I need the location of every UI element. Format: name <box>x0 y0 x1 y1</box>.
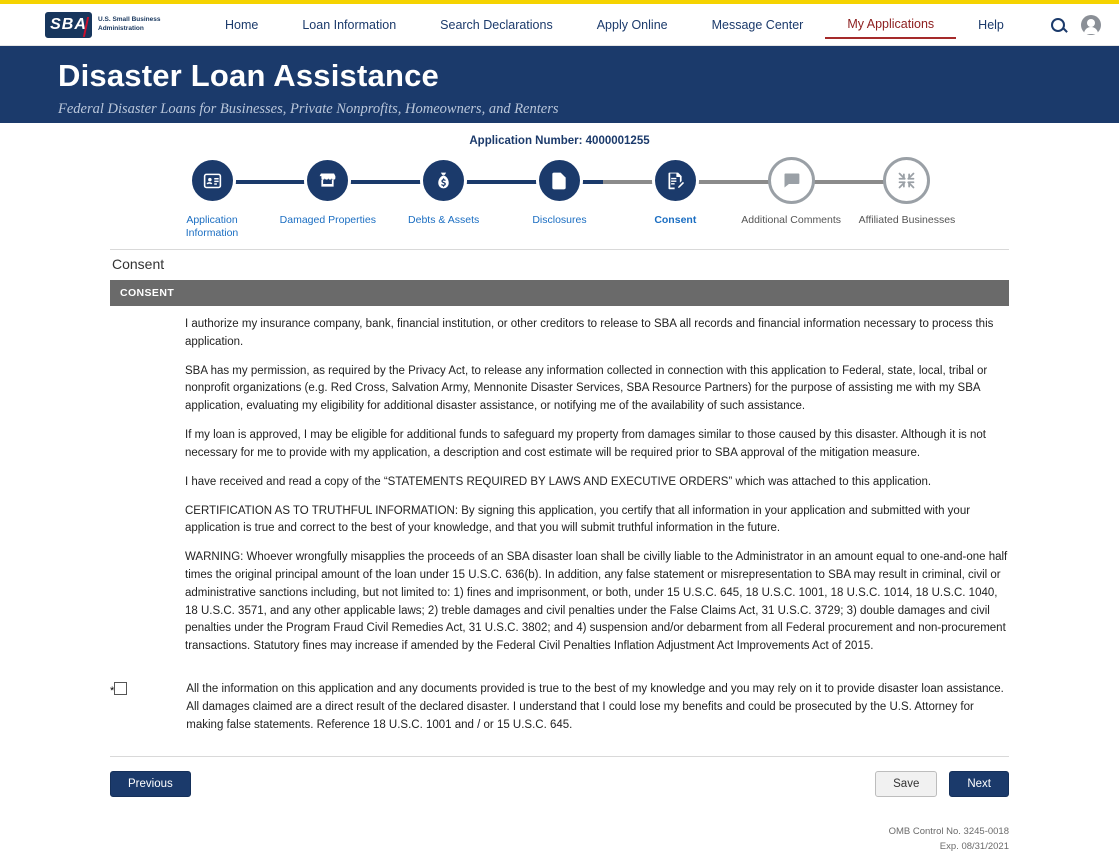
main-content <box>0 249 1119 797</box>
previous-button[interactable]: Previous <box>110 771 191 797</box>
consent-paragraph-5: CERTIFICATION AS TO TRUTHFUL INFORMATION: By signing this application, you certify that all information in your application and submitted with your application is true and correct to the best of your knowledge, and that you will submit truthful information in the future. <box>185 504 971 535</box>
signature-icon <box>652 157 699 204</box>
consent-paragraph-4: I have received and read a copy of the “STATEMENTS REQUIRED BY LAWS AND EXECUTIVE ORDERS” which was attached to this application. <box>185 475 932 488</box>
omb-control-number: OMB Control No. 3245-0018 <box>888 826 1009 838</box>
omb-expiration: Exp. 08/31/2021 <box>939 840 1009 852</box>
nav-links <box>203 11 1051 39</box>
sba-logo[interactable] <box>45 12 175 38</box>
sba-logo-wordmark-line1: U.S. Small Business <box>98 16 161 24</box>
hero-banner <box>0 46 1119 123</box>
affiliates-icon <box>883 157 930 204</box>
nav-link-home[interactable]: Home <box>225 17 259 32</box>
money-bag-icon <box>420 157 467 204</box>
step-damaged-properties[interactable] <box>276 157 380 240</box>
nav-link-my-applications[interactable]: My Applications <box>825 11 956 39</box>
step-label-affiliated-businesses: Affiliated Businesses <box>858 214 956 226</box>
consent-paragraph-3: If my loan is approved, I may be eligible for additional funds to safeguard my property from damages similar to those caused by this disaster. Although it is not necessary for me to provide with my application, a description and cost estimate will be required prior to SBA approval of the mitigation measure. <box>185 429 986 459</box>
consent-band-header: CONSENT <box>110 280 1009 306</box>
omb-footer <box>0 797 1119 854</box>
save-button[interactable]: Save <box>875 771 937 797</box>
step-label-additional-comments: Additional Comments <box>741 214 842 226</box>
actions-right-group <box>875 771 1009 797</box>
nav-link-help[interactable]: Help <box>978 17 1004 32</box>
step-label-consent: Consent <box>654 214 697 226</box>
page-subtitle: Federal Disaster Loans for Businesses, Private Nonprofits, Homeowners, and Renters <box>58 101 559 117</box>
consent-paragraph-1: I authorize my insurance company, bank, financial institution, or other creditors to release to SBA all records and financial information necessary to process this application. <box>185 318 994 348</box>
consent-acknowledgement-row <box>110 667 1009 734</box>
sba-logo-wordmark-line2: Administration <box>98 24 144 32</box>
nav-link-message-center[interactable]: Message Center <box>711 17 804 32</box>
step-additional-comments[interactable] <box>739 157 843 240</box>
user-account-icon[interactable] <box>1081 15 1101 35</box>
stepper-steps <box>160 157 959 240</box>
step-label-disclosures: Disclosures <box>532 214 587 226</box>
step-application-information[interactable] <box>160 157 264 240</box>
step-disclosures[interactable] <box>507 157 611 240</box>
section-title: Consent <box>110 249 1009 280</box>
progress-stepper <box>160 157 959 249</box>
store-icon <box>304 157 351 204</box>
comment-icon <box>768 157 815 204</box>
form-actions <box>110 756 1009 797</box>
application-number: Application Number: 4000001255 <box>469 135 650 147</box>
search-icon[interactable] <box>1051 18 1065 32</box>
main-navigation <box>0 4 1119 46</box>
nav-link-search-declarations[interactable]: Search Declarations <box>440 17 553 32</box>
sba-logo-mark <box>45 12 92 38</box>
sba-logo-text: SBA <box>50 15 87 33</box>
nav-link-apply-online[interactable]: Apply Online <box>596 17 668 32</box>
id-card-icon <box>189 157 236 204</box>
consent-paragraph-6: WARNING: Whoever wrongfully misapplies the proceeds of an SBA disaster loan shall be civilly liable to the Administrator in an amount equal to one-and-one half times the original principal amount of the loan under 15 U.S.C. 636(b). In addition, any false statement or misrepresentation to SBA may result in criminal, civil or administrative sanctions including, but not limited to: 1) fines and imprisonment, or both, under 15 U.S.C. 645, 18 U.S.C. 1001, 18 U.S.C. 1014, 18 U.S.C. 1040, 18 U.S.C. 3571, and any other applicable laws; 2) treble damages and civil penalties under the False Claims Act, 31 U.S.C. 3729; 3) double damages and civil penalties under the Program Fraud Civil Remedies Act, 31 U.S.C. 3802; and 4) suspension and/or debarment from all Federal procurement and non-procurement transactions. Statutory fines may increase if amended by the Federal Civil Penalties Inflation Adjustment Act Improvements Act of 2015. <box>185 551 1008 653</box>
step-label-application-information: Application Information <box>185 214 239 240</box>
step-consent[interactable] <box>623 157 727 240</box>
consent-body <box>110 306 1009 656</box>
next-button[interactable]: Next <box>949 771 1009 797</box>
document-icon <box>536 157 583 204</box>
sba-logo-wordmark <box>98 16 161 32</box>
step-debts-assets[interactable] <box>392 157 496 240</box>
step-label-damaged-properties: Damaged Properties <box>279 214 376 226</box>
nav-link-loan-information[interactable]: Loan Information <box>302 17 397 32</box>
required-marker: * <box>110 685 115 697</box>
page-title: Disaster Loan Assistance <box>58 58 439 93</box>
step-label-debts-assets: Debts & Assets <box>408 214 480 226</box>
step-affiliated-businesses[interactable] <box>855 157 959 240</box>
nav-icons <box>1051 15 1101 35</box>
consent-paragraph-2: SBA has my permission, as required by the Privacy Act, to release any information collected in connection with this application to Federal, state, local, tribal or nonprofit organizations (e.g. Red Cross, Salvation Army, Mennonite Disaster Services, SBA Resource Partners) for the purpose of assisting me with my SBA application, evaluating my eligibility for additional disaster assistance, or notifying me of the availability of such assistance. <box>185 364 988 413</box>
consent-checkbox[interactable] <box>114 682 127 695</box>
consent-checkbox-label: All the information on this application and any documents provided is true to the best of my knowledge and you may rely on it to provide disaster loan assistance. All damages claimed are a direct result of the declared disaster. I understand that I could lose my benefits and could be prosecuted by the U.S. Attorney for making false statements. Reference 18 U.S.C. 1001 and / or 15 U.S.C. 645. <box>186 683 1004 731</box>
